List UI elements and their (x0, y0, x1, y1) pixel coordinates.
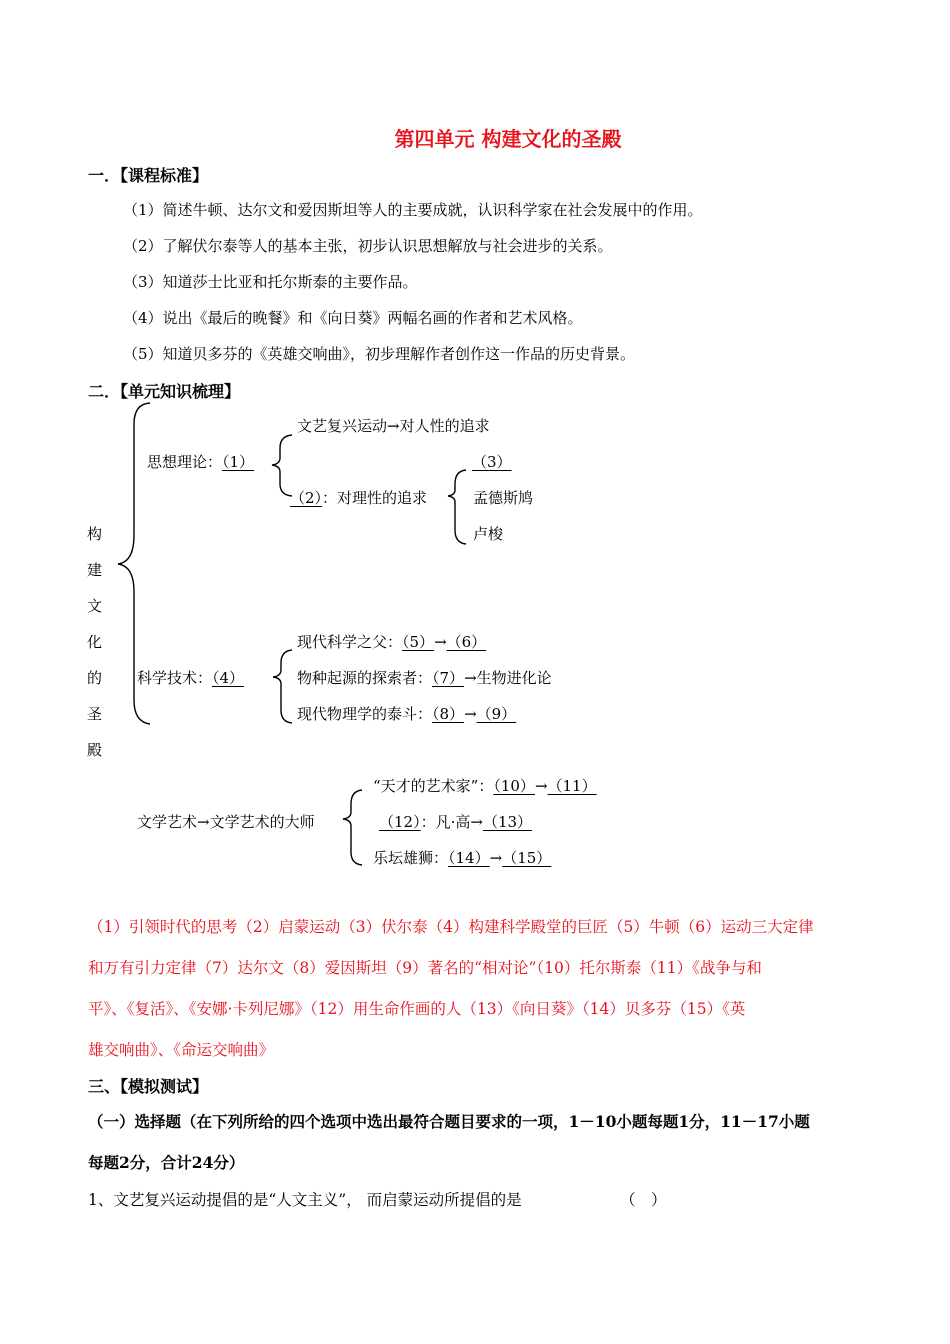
blank-4: （4） (212, 669, 245, 687)
root-char-1: 构 (87, 525, 103, 543)
arts-row-1 (373, 775, 597, 796)
arts-row-1-label: “天才的艺术家”： (373, 777, 494, 795)
blank-9: （9） (476, 705, 517, 723)
science-row-1-label: 现代科学之父： (297, 633, 403, 651)
standard-item-4: （4）说出《最后的晚餐》和《向日葵》两幅名画的作者和艺术风格。 (123, 309, 583, 327)
root-char-7: 殿 (87, 741, 103, 759)
science-row-2 (297, 667, 552, 688)
blank-7: （7） (432, 669, 465, 687)
blank-12: （12） (379, 813, 421, 831)
answer-line-1: （1）引领时代的思考（2）启蒙运动（3）伏尔泰（4）构建科学殿堂的巨匠（5）牛顿（6）运动三大定律 (88, 918, 814, 936)
choice-instructions-line-2: 每题2分，合计24分） (88, 1153, 245, 1172)
answer-line-3: 平》、《复活》、《安娜·卡列尼娜》（12）用生命作画的人（13）《向日葵》（14）贝多芬（15）《英 (88, 1000, 746, 1018)
blank-2: （2） (290, 489, 323, 507)
arts-node: 文学艺术→文学艺术的大师 (137, 813, 315, 831)
root-char-5: 的 (87, 669, 103, 687)
arts-row-3 (373, 847, 551, 868)
science-row-3-label: 现代物理学的泰斗： (297, 705, 433, 723)
standard-item-1: （1）简述牛顿、达尔文和爱因斯坦等人的主要成就，认识科学家在社会发展中的作用。 (123, 201, 703, 219)
arts-row-3-label: 乐坛雄狮： (373, 849, 449, 867)
science-row-2-label: 物种起源的探索者： (297, 669, 433, 687)
blank-10: （10） (493, 777, 535, 795)
thought-brace (272, 435, 292, 496)
thinker-rousseau: 卢梭 (473, 525, 504, 543)
arts-row-2 (379, 811, 532, 832)
question-1-answer-paren: （ ） (620, 1191, 667, 1209)
choice-instructions-line-1: （一）选择题（在下列所给的四个选项中选出最符合题目要求的一项，1－10小题每题1分，11－17小题 (88, 1112, 810, 1131)
question-1: 1、文艺复兴运动提倡的是“人文主义”， 而启蒙运动所提倡的是 (88, 1191, 522, 1209)
section-3-heading: 三、【模拟测试】 (88, 1077, 209, 1096)
blank-3: （3） (472, 453, 512, 471)
blank-13: （13） (482, 813, 533, 831)
enlightenment-brace (448, 470, 466, 544)
enlightenment-node (290, 487, 427, 508)
standard-item-5: （5）知道贝多芬的《英雄交响曲》，初步理解作者创作这一作品的历史背景。 (123, 345, 636, 363)
science-row-3 (297, 703, 516, 724)
blank-5: （5） (402, 633, 435, 651)
science-row-1 (297, 631, 486, 652)
science-node (137, 667, 244, 688)
blank-11: （11） (547, 777, 597, 795)
root-char-4: 化 (87, 633, 103, 651)
thought-label: 思想理论： (147, 453, 223, 471)
science-brace (273, 650, 292, 723)
root-char-3: 文 (87, 597, 103, 615)
root-char-2: 建 (87, 561, 103, 579)
renaissance-line: 文艺复兴运动→对人性的追求 (297, 417, 490, 435)
section-1-heading: 一．【课程标准】 (88, 166, 209, 185)
arrow: → (464, 705, 477, 723)
answer-line-4: 雄交响曲》、《命运交响曲》 (88, 1041, 275, 1059)
answer-line-2: 和万有引力定律（7）达尔文（8）爱因斯坦（9）著名的“相对论”（10）托尔斯泰（11）《战争与和 (88, 959, 762, 977)
science-row-2-tail: →生物进化论 (464, 669, 552, 687)
arrow: → (489, 849, 503, 867)
thought-node (147, 451, 254, 472)
arts-row-2-mid: ：凡·高→ (420, 813, 483, 831)
arts-brace (343, 790, 362, 865)
arrow: → (434, 633, 447, 651)
section-2-heading: 二．【单元知识梳理】 (88, 382, 241, 401)
root-char-6: 圣 (87, 705, 103, 723)
blank-6: （6） (446, 633, 487, 651)
thinker-montesquieu: 孟德斯鸠 (473, 489, 534, 507)
reason-label: ：对理性的追求 (322, 489, 428, 507)
page-title: 第四单元 构建文化的圣殿 (394, 127, 622, 151)
arrow: → (534, 777, 548, 795)
blank-8: （8） (432, 705, 465, 723)
blank-15: （15） (502, 849, 552, 867)
blank-1: （1） (222, 453, 255, 471)
standard-item-3: （3）知道莎士比亚和托尔斯泰的主要作品。 (123, 273, 418, 291)
blank-14: （14） (448, 849, 490, 867)
standard-item-2: （2）了解伏尔泰等人的基本主张，初步认识思想解放与社会进步的关系。 (123, 237, 613, 255)
science-label: 科学技术： (137, 669, 213, 687)
